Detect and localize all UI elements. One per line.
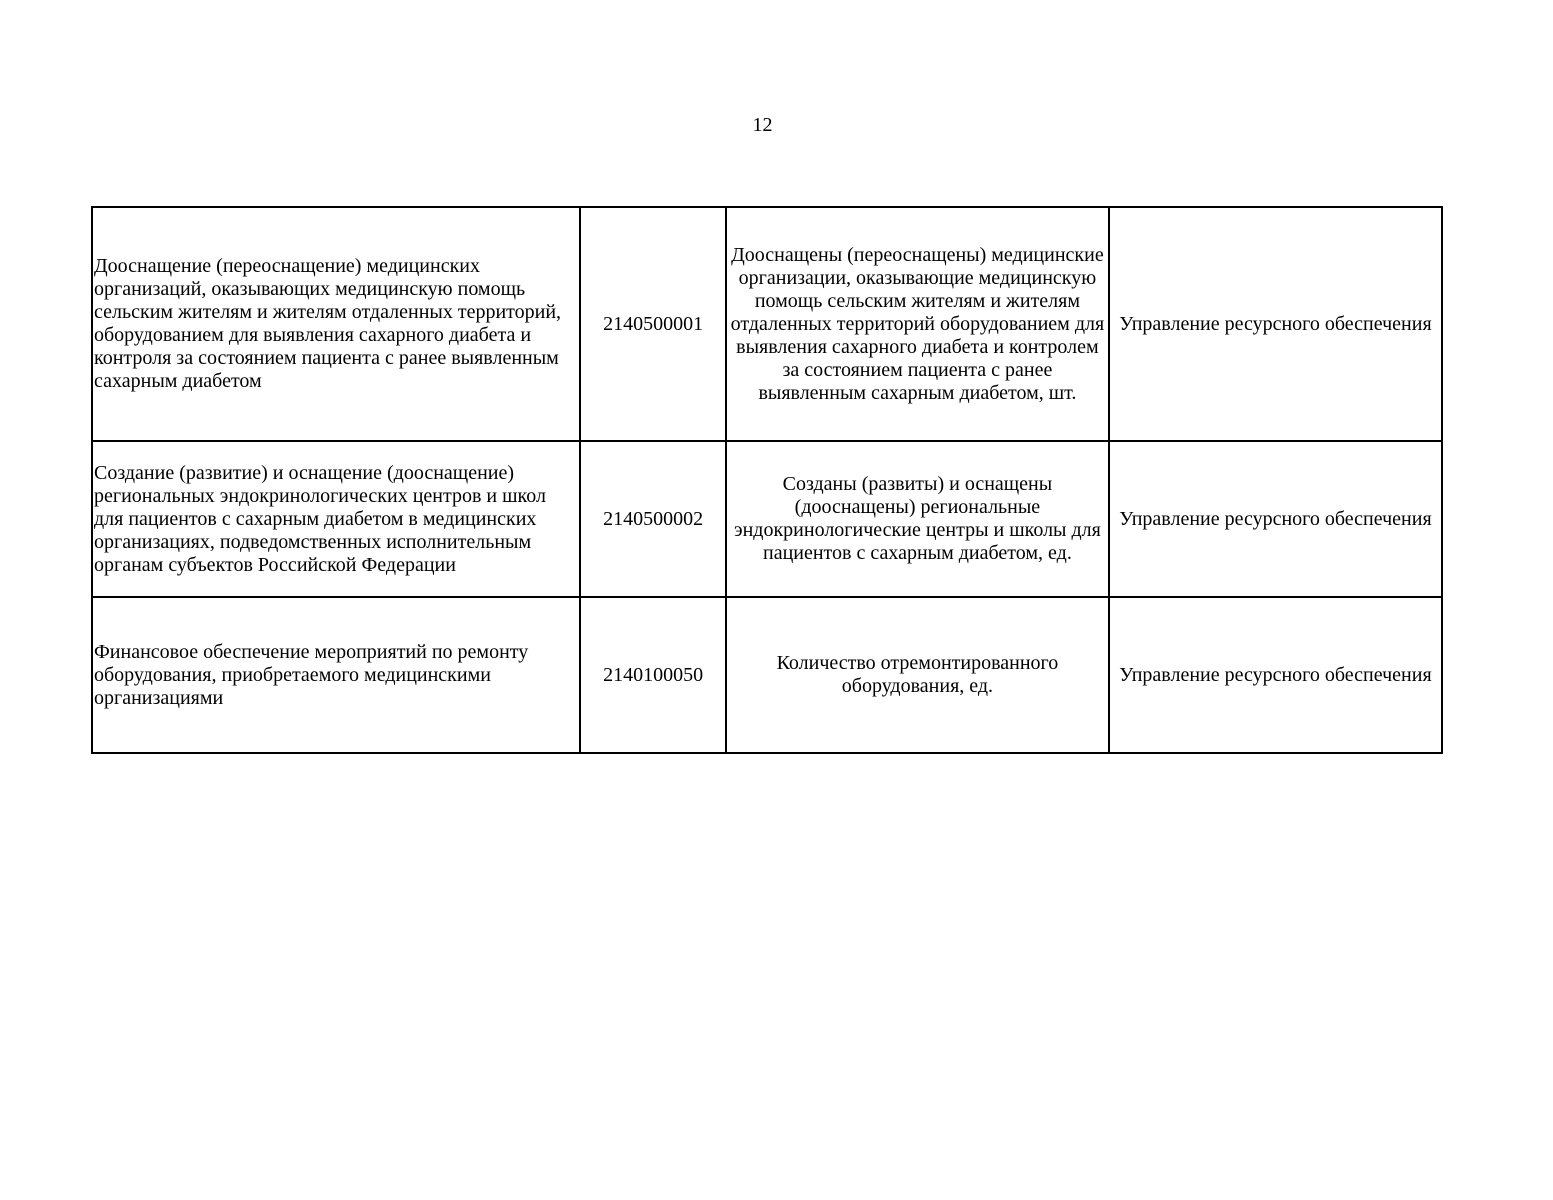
measure-responsible-cell (1109, 207, 1442, 441)
measure-code-cell (580, 441, 725, 597)
measure-name: Создание (развитие) и оснащение (дооснащение) региональных эндокринологических центров и школ для пациентов с сахарным диабетом в медицинских организациях, подведомственных исполнительным органам субъектов Российской Федерации (94, 461, 546, 576)
measure-name-cell (92, 597, 580, 753)
measure-responsible: Управление ресурсного обеспечения (1119, 507, 1432, 530)
measure-responsible-cell (1109, 441, 1442, 597)
measure-code: 2140500001 (603, 312, 704, 335)
measure-code-cell (580, 207, 725, 441)
measure-result-cell (726, 441, 1109, 597)
measure-responsible: Управление ресурсного обеспечения (1119, 312, 1432, 335)
measure-name: Финансовое обеспечение мероприятий по ремонту оборудования, приобретаемого медицинскими организациями (94, 640, 529, 709)
measure-name-cell (92, 207, 580, 441)
measure-responsible-cell (1109, 597, 1442, 753)
measure-responsible: Управление ресурсного обеспечения (1119, 663, 1432, 686)
measure-result-cell (726, 207, 1109, 441)
measure-name-cell (92, 441, 580, 597)
measure-result: Дооснащены (переоснащены) медицинские организации, оказывающие медицинскую помощь сельским жителям и жителям отдаленных территорий оборудованием для выявления сахарного диабета и контролем за состоянием пациента с ранее выявленным сахарным диабетом, шт. (730, 243, 1105, 404)
table-row (92, 441, 1442, 597)
table-row (92, 597, 1442, 753)
page-number: 12 (752, 114, 773, 136)
measure-name: Дооснащение (переоснащение) медицинских организаций, оказывающих медицинскую помощь сельским жителям и жителям отдаленных территорий, оборудованием для выявления сахарного диабета и контроля за состоянием пациента с ранее выявленным сахарным диабетом (94, 255, 562, 392)
measure-result: Количество отремонтированного оборудования, ед. (776, 652, 1059, 697)
measure-code: 2140100050 (603, 663, 704, 686)
table-row (92, 207, 1442, 441)
measure-code-cell (580, 597, 725, 753)
measure-result: Созданы (развиты) и оснащены (дооснащены) региональные эндокринологические центры и школы для пациентов с сахарным диабетом, ед. (734, 473, 1101, 564)
measure-result-cell (726, 597, 1109, 753)
measures-table (91, 206, 1443, 754)
measure-code: 2140500002 (603, 507, 704, 530)
